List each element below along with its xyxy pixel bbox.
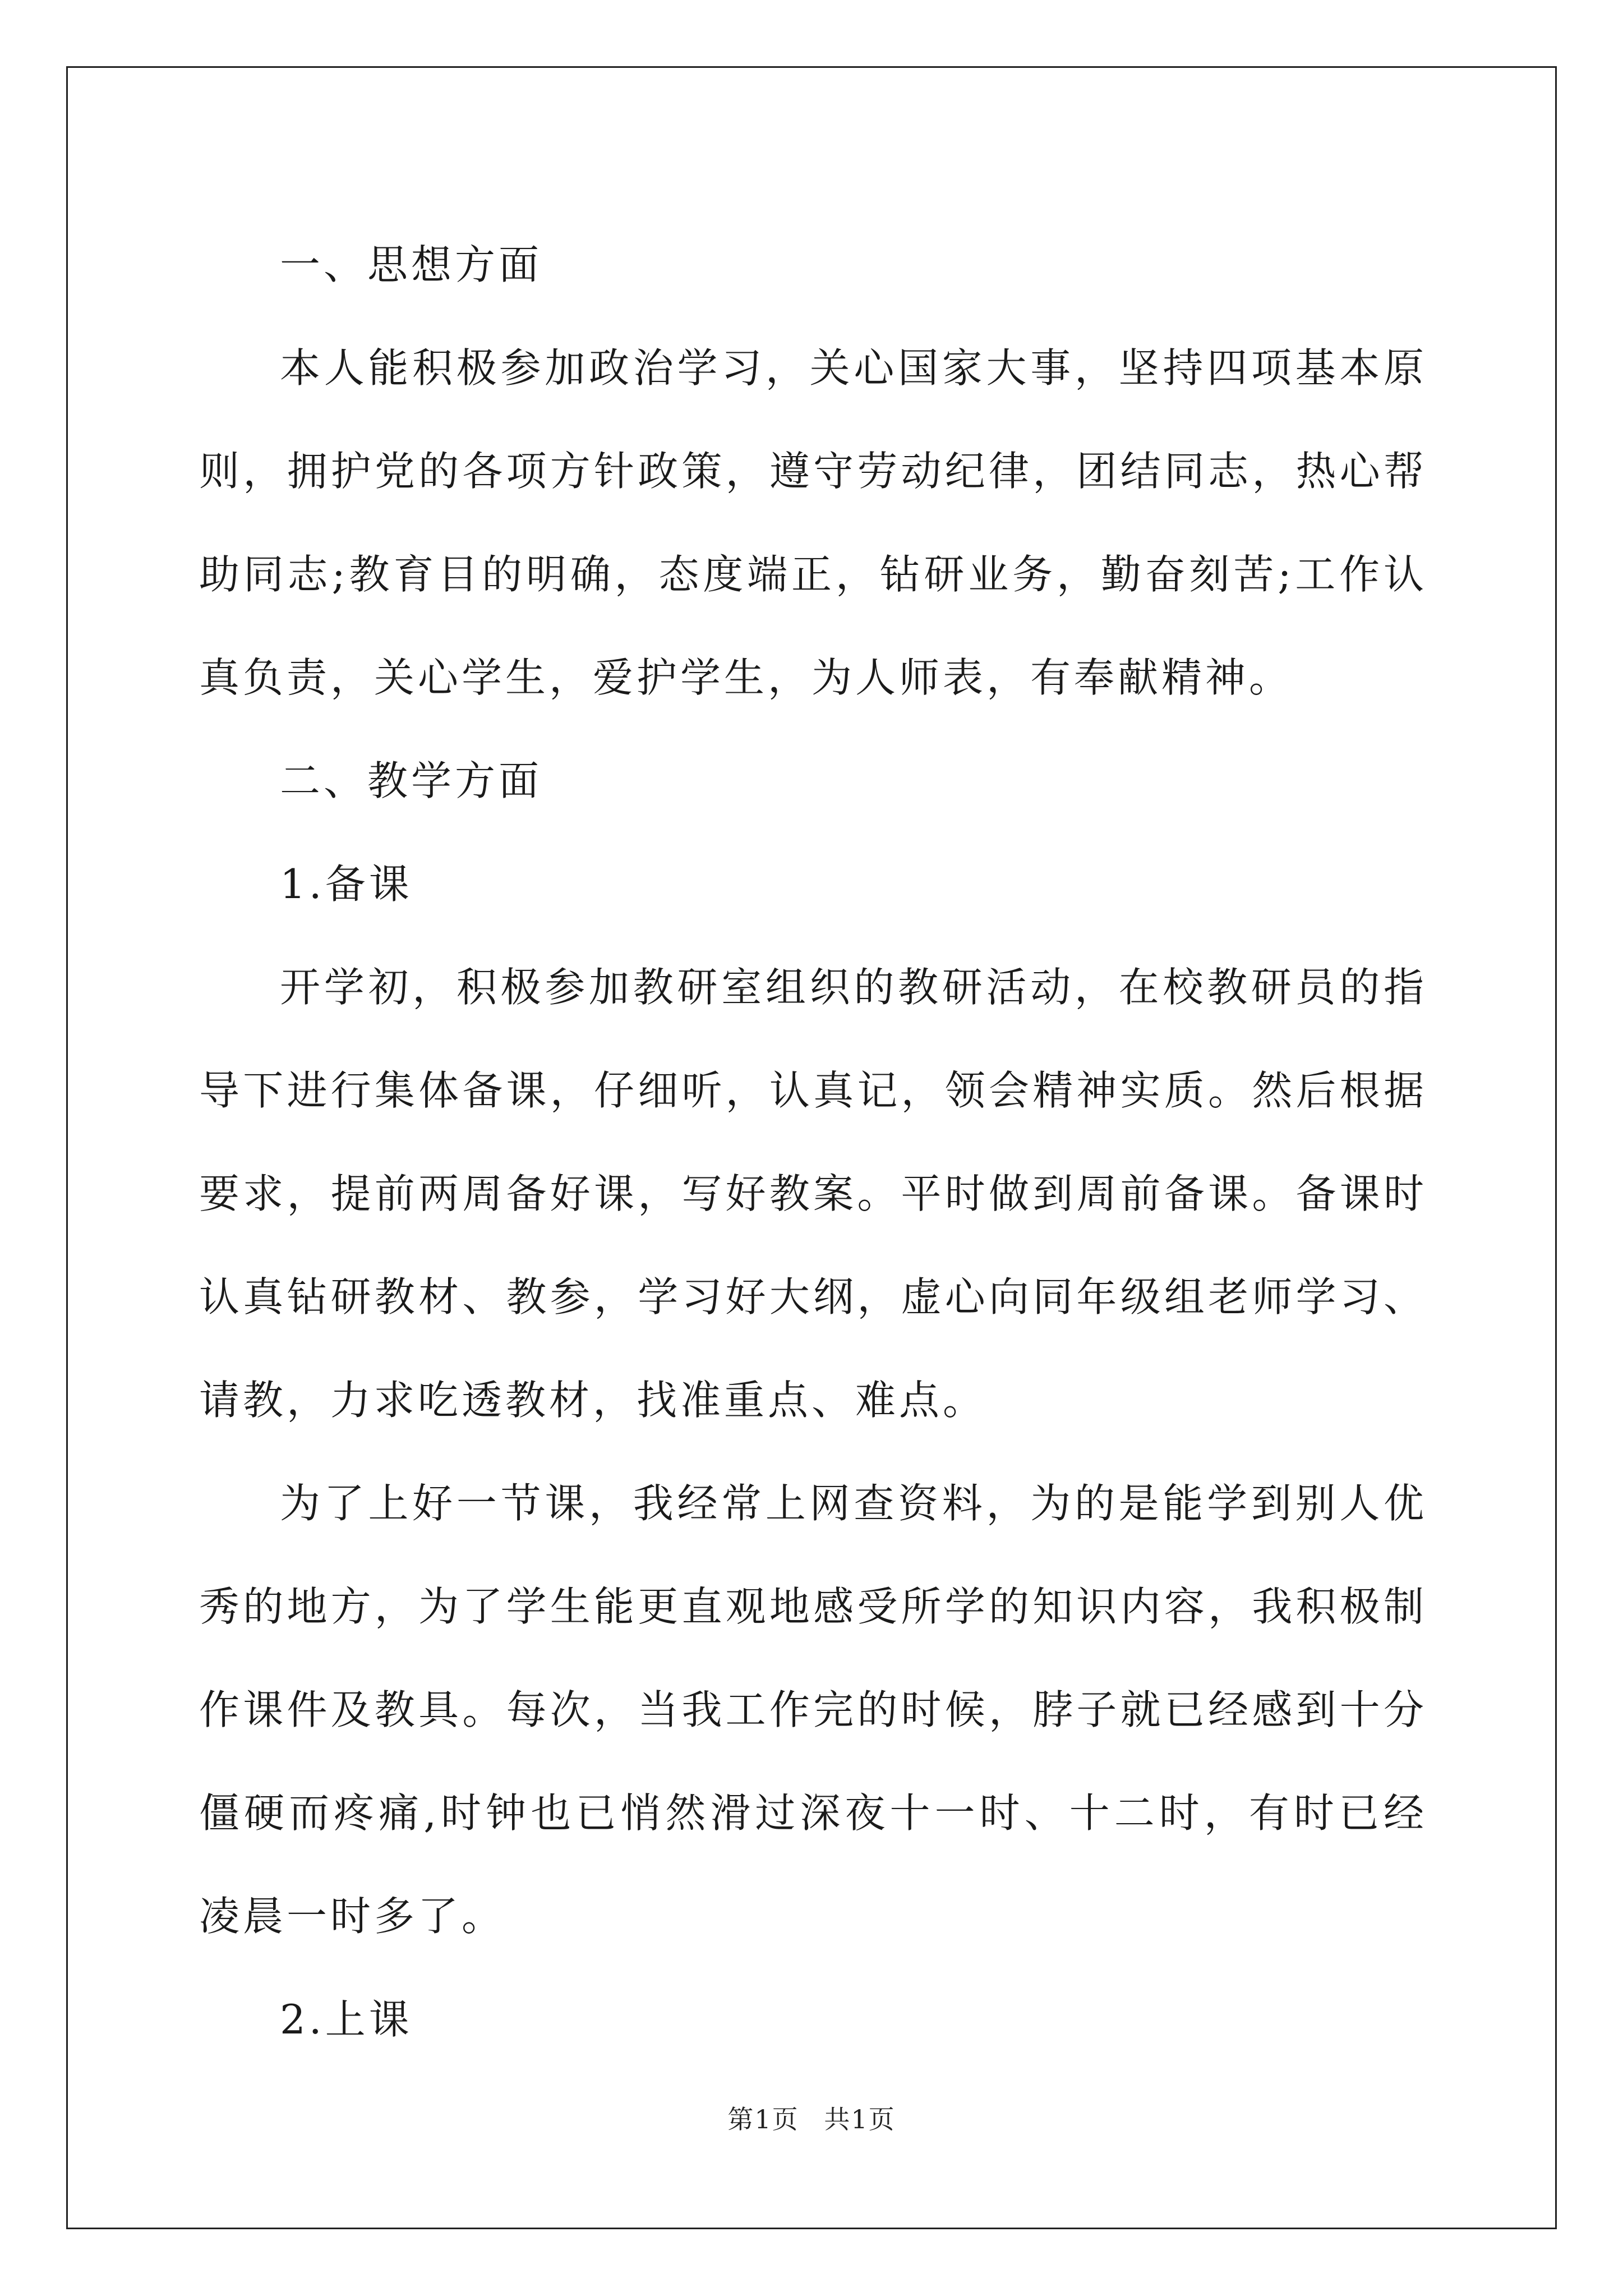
subheading-lesson-prep: 1.备课 (280, 861, 413, 908)
paragraph-thought: 本人能积极参加政治学习，关心国家大事，坚持四项基本原则，拥护党的各项方针政策，遵守劳动纪律，团结同志，热心帮助同志;教育目的明确，态度端正，钻研业务，勤奋刻苦;工作认真负责，关心学生，爱护学生，为人师表，有奉献精神。 (199, 344, 1427, 701)
document-body (199, 213, 1427, 2071)
section-heading-thought: 一、思想方面 (280, 241, 543, 288)
page-total: 共1页 (824, 2104, 896, 2134)
paragraph-resources: 为了上好一节课，我经常上网查资料，为的是能学到别人优秀的地方，为了学生能更直观地感受所学的知识内容，我积极制作课件及教具。每次，当我工作完的时候，脖子就已经感到十分僵硬而疼痛,时钟也已悄然滑过深夜十一时、十二时，有时已经凌晨一时多了。 (199, 1480, 1427, 1940)
section-heading-teaching: 二、教学方面 (280, 757, 543, 804)
paragraph-lesson-prep: 开学初，积极参加教研室组织的教研活动，在校教研员的指导下进行集体备课，仔细听，认真记，领会精神实质。然后根据要求，提前两周备好课，写好教案。平时做到周前备课。备课时认真钻研教材、教参，学习好大纲，虚心向同年级组老师学习、请教，力求吃透教材，找准重点、难点。 (199, 964, 1427, 1424)
page-footer (0, 2099, 1623, 2136)
subheading-class: 2.上课 (280, 1996, 413, 2043)
page-number: 第1页 (727, 2104, 799, 2134)
